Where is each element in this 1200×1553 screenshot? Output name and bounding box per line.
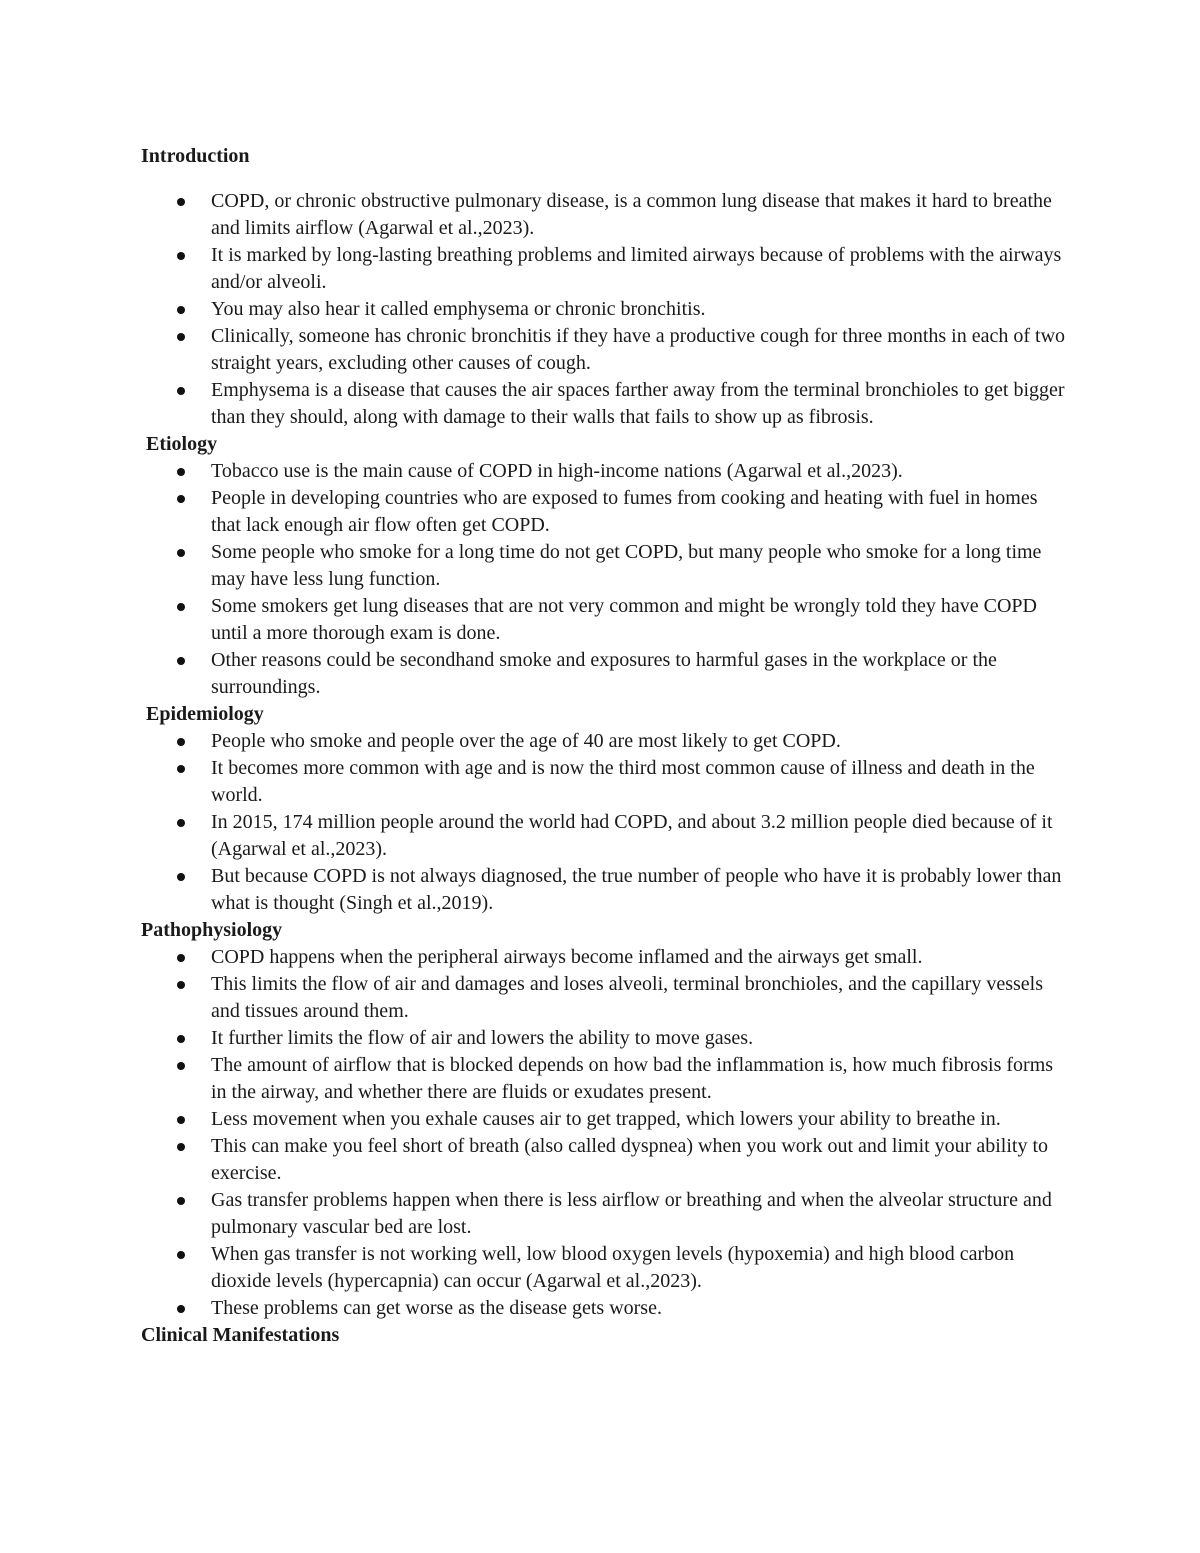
bullet-icon xyxy=(177,981,185,989)
list-item xyxy=(141,755,1071,809)
section-introduction xyxy=(141,143,1071,431)
bullet-icon xyxy=(177,738,185,746)
list-item-text: Some people who smoke for a long time do not get COPD, but many people who smoke for a long time may have less lung function. xyxy=(211,541,1042,590)
list-item xyxy=(141,809,1071,863)
bullet-list xyxy=(141,458,1071,701)
bullet-icon xyxy=(177,657,185,665)
list-item xyxy=(141,944,1071,971)
list-item xyxy=(141,1106,1071,1133)
list-item-text: Less movement when you exhale causes air to get trapped, which lowers your ability to breathe in. xyxy=(211,1108,1001,1130)
section-heading: Pathophysiology xyxy=(141,919,283,941)
list-item xyxy=(141,242,1071,296)
bullet-icon xyxy=(177,549,185,557)
list-item-text: Tobacco use is the main cause of COPD in high-income nations (Agarwal et al.,2023). xyxy=(211,460,903,482)
bullet-icon xyxy=(177,765,185,773)
section-etiology xyxy=(141,431,1071,701)
bullet-icon xyxy=(177,1116,185,1124)
bullet-icon xyxy=(177,819,185,827)
section-heading: Etiology xyxy=(146,433,218,455)
list-item-text: Emphysema is a disease that causes the air spaces farther away from the terminal bronchioles to get bigger than they should, along with damage to their walls that fails to show up as fibrosis. xyxy=(211,379,1065,428)
list-item-text: But because COPD is not always diagnosed, the true number of people who have it is probably lower than what is thought (Singh et al.,2019). xyxy=(211,865,1062,914)
list-item xyxy=(141,539,1071,593)
list-item xyxy=(141,458,1071,485)
list-item xyxy=(141,485,1071,539)
bullet-icon xyxy=(177,603,185,611)
list-item-text: These problems can get worse as the disease gets worse. xyxy=(211,1297,662,1319)
bullet-icon xyxy=(177,954,185,962)
bullet-icon xyxy=(177,333,185,341)
bullet-icon xyxy=(177,495,185,503)
list-item-text: When gas transfer is not working well, low blood oxygen levels (hypoxemia) and high blood carbon dioxide levels (hypercapnia) can occur (Agarwal et al.,2023). xyxy=(211,1243,1015,1292)
list-item-text: The amount of airflow that is blocked depends on how bad the inflammation is, how much fibrosis forms in the airway, and whether there are fluids or exudates present. xyxy=(211,1054,1054,1103)
section-epidemiology xyxy=(141,701,1071,917)
list-item xyxy=(141,1133,1071,1187)
list-item xyxy=(141,323,1071,377)
list-item xyxy=(141,296,1071,323)
list-item-text: Some smokers get lung diseases that are not very common and might be wrongly told they have COPD until a more thorough exam is done. xyxy=(211,595,1037,644)
list-item-text: Gas transfer problems happen when there is less airflow or breathing and when the alveolar structure and pulmonary vascular bed are lost. xyxy=(211,1189,1052,1238)
list-item-text: This limits the flow of air and damages and loses alveoli, terminal bronchioles, and the capillary vessels and tissues around them. xyxy=(211,973,1044,1022)
section-heading: Epidemiology xyxy=(146,703,264,725)
list-item-text: It becomes more common with age and is now the third most common cause of illness and death in the world. xyxy=(211,757,1035,806)
bullet-icon xyxy=(177,1251,185,1259)
bullet-icon xyxy=(177,252,185,260)
list-item-text: COPD, or chronic obstructive pulmonary disease, is a common lung disease that makes it hard to breathe and limits airflow (Agarwal et al.,2023). xyxy=(211,190,1052,239)
bullet-icon xyxy=(177,1197,185,1205)
bullet-icon xyxy=(177,468,185,476)
list-item-text: It further limits the flow of air and lowers the ability to move gases. xyxy=(211,1027,754,1049)
bullet-icon xyxy=(177,198,185,206)
list-item xyxy=(141,1052,1071,1106)
section-heading: Clinical Manifestations xyxy=(141,1324,340,1346)
list-item-text: It is marked by long-lasting breathing problems and limited airways because of problems with the airways and/or alveoli. xyxy=(211,244,1062,293)
bullet-list xyxy=(141,944,1071,1322)
bullet-icon xyxy=(177,1062,185,1070)
list-item xyxy=(141,1295,1071,1322)
bullet-icon xyxy=(177,873,185,881)
bullet-icon xyxy=(177,306,185,314)
bullet-icon xyxy=(177,1035,185,1043)
list-item xyxy=(141,863,1071,917)
list-item xyxy=(141,728,1071,755)
list-item xyxy=(141,377,1071,431)
list-item-text: People in developing countries who are exposed to fumes from cooking and heating with fuel in homes that lack enough air flow often get COPD. xyxy=(211,487,1038,536)
list-item-text: COPD happens when the peripheral airways become inflamed and the airways get small. xyxy=(211,946,923,968)
list-item xyxy=(141,1241,1071,1295)
list-item xyxy=(141,1025,1071,1052)
list-item xyxy=(141,593,1071,647)
list-item xyxy=(141,647,1071,701)
list-item-text: You may also hear it called emphysema or chronic bronchitis. xyxy=(211,298,706,320)
bullet-list xyxy=(141,728,1071,917)
bullet-icon xyxy=(177,387,185,395)
list-item-text: People who smoke and people over the age of 40 are most likely to get COPD. xyxy=(211,730,841,752)
bullet-list xyxy=(141,188,1071,431)
bullet-icon xyxy=(177,1305,185,1313)
list-item-text: This can make you feel short of breath (also called dyspnea) when you work out and limit your ability to exercise. xyxy=(211,1135,1049,1184)
section-heading: Introduction xyxy=(141,145,250,167)
list-item xyxy=(141,971,1071,1025)
list-item xyxy=(141,188,1071,242)
section-clinical-manifestations xyxy=(141,1322,1071,1349)
list-item-text: In 2015, 174 million people around the world had COPD, and about 3.2 million people died because of it (Agarwal et al.,2023). xyxy=(211,811,1053,860)
list-item xyxy=(141,1187,1071,1241)
bullet-icon xyxy=(177,1143,185,1151)
list-item-text: Clinically, someone has chronic bronchitis if they have a productive cough for three months in each of two straight years, excluding other causes of cough. xyxy=(211,325,1066,374)
list-item-text: Other reasons could be secondhand smoke and exposures to harmful gases in the workplace or the surroundings. xyxy=(211,649,997,698)
document-body xyxy=(141,143,1071,1349)
section-pathophysiology xyxy=(141,917,1071,1322)
